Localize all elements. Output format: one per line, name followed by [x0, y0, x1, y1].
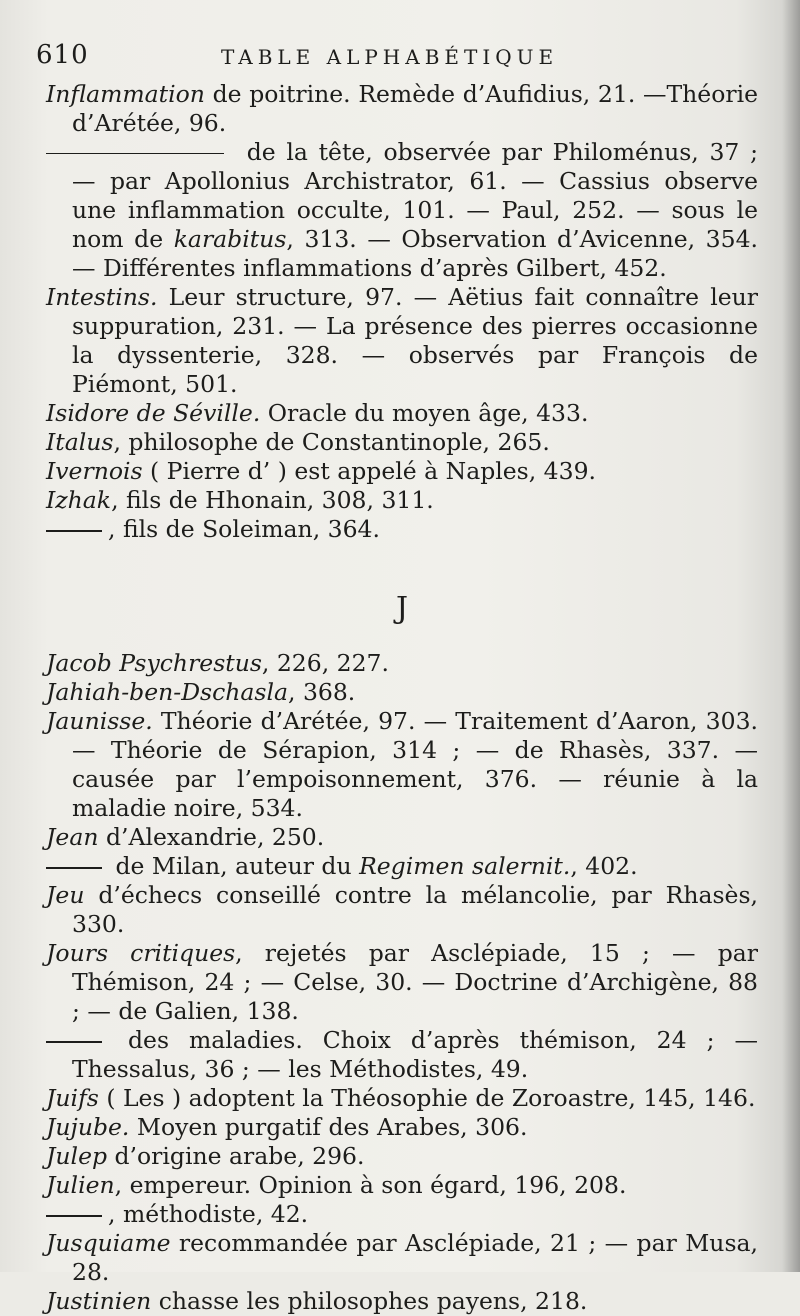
- entry-headword: Jaunisse.: [46, 707, 153, 735]
- entry-headword: Inflammation: [46, 80, 205, 108]
- index-entry: [46, 1142, 758, 1171]
- index-entry: [46, 428, 758, 457]
- running-title: TABLE ALPHABÉTIQUE: [221, 45, 559, 69]
- entry-headword: Julep: [46, 1142, 108, 1170]
- index-entry: [46, 1287, 758, 1316]
- entry-text: , fils de Hhonain, 308, 311.: [111, 486, 434, 514]
- entry-text: de la tête, observée par Philoménus, 37 ; — par Apollonius Archistrator, 61. — Cassius observe une inflammation occulte, 101. — Paul, 252. — sous le nom de: [72, 138, 758, 253]
- index-entry: [46, 678, 758, 707]
- index-entry: [46, 1229, 758, 1287]
- page-header: [36, 40, 756, 80]
- entry-italic: karabitus: [173, 225, 287, 253]
- entry-text: de poitrine. Remède d’Aufidius, 21. —Théorie d’Arétée, 96.: [72, 80, 758, 137]
- repeat-dash: [46, 867, 102, 869]
- repeat-dash: [46, 1041, 102, 1043]
- section-i: [46, 80, 758, 544]
- section-j: [46, 649, 758, 1316]
- entry-headword: Jacob Psychrestus: [46, 649, 262, 677]
- repeat-dash: [46, 153, 224, 154]
- entry-text: , méthodiste, 42.: [108, 1200, 309, 1228]
- index-entry: [46, 881, 758, 939]
- index-entry: [46, 1113, 758, 1142]
- letter-heading: J: [395, 591, 409, 626]
- index-entry: [46, 852, 758, 881]
- entry-headword: Intestins.: [46, 283, 158, 311]
- entry-text: de Milan, auteur du: [108, 852, 360, 880]
- index-entry: [46, 515, 758, 544]
- entry-text: , philosophe de Constantinople, 265.: [113, 428, 550, 456]
- index-entry: [46, 1171, 758, 1200]
- index-entry: [46, 1200, 758, 1229]
- index-entry: [46, 399, 758, 428]
- index-entry: [46, 649, 758, 678]
- entry-text-cont: , 402.: [570, 852, 638, 880]
- entry-text: , empereur. Opinion à son égard, 196, 208.: [114, 1171, 627, 1199]
- index-entry: [46, 283, 758, 399]
- entry-text: , fils de Soleiman, 364.: [108, 515, 380, 543]
- index-entry: [46, 939, 758, 1026]
- index-entry: [46, 823, 758, 852]
- entry-text: d’Alexandrie, 250.: [98, 823, 325, 851]
- entry-headword: Juifs: [46, 1084, 99, 1112]
- entry-text: ( Les ) adoptent la Théosophie de Zoroastre, 145, 146.: [98, 1084, 756, 1112]
- entry-headword: Jeu: [46, 881, 85, 909]
- repeat-dash: [46, 1215, 102, 1217]
- entry-text: d’origine arabe, 296.: [107, 1142, 365, 1170]
- entry-text: , rejetés par Asclépiade, 15 ; — par Thémison, 24 ; — Celse, 30. — Doctrine d’Archigène, 88 ; — de Galien, 138.: [72, 939, 758, 1025]
- entry-headword: Jours critiques: [46, 939, 236, 967]
- entry-text-cont: , 313. — Observation d’Avicenne, 354. — Différentes inflammations d’après Gilbert, 452.: [72, 225, 758, 282]
- entry-text: , 226, 227.: [261, 649, 389, 677]
- entry-headword: Ivernois: [46, 457, 143, 485]
- entry-text: Oracle du moyen âge, 433.: [260, 399, 589, 427]
- page-gutter-shadow: [782, 0, 800, 1272]
- entry-text: chasse les philosophes payens, 218.: [151, 1287, 588, 1315]
- index-entry: [46, 138, 758, 283]
- index-entry: [46, 707, 758, 823]
- page-number: 610: [36, 40, 89, 70]
- entry-headword: Isidore de Séville.: [46, 399, 261, 427]
- entry-headword: Jusquiame: [46, 1229, 171, 1257]
- index-entry: [46, 1084, 758, 1113]
- entry-text: ( Pierre d’ ) est appelé à Naples, 439.: [142, 457, 596, 485]
- entry-text: recommandée par Asclépiade, 21 ; — par Musa, 28.: [72, 1229, 758, 1286]
- entry-headword: Izhak: [46, 486, 112, 514]
- entry-headword: Justinien: [46, 1287, 152, 1315]
- entry-text: Moyen purgatif des Arabes, 306.: [129, 1113, 528, 1141]
- repeat-dash: [46, 530, 102, 532]
- entry-headword: Jujube.: [46, 1113, 130, 1141]
- entry-text: d’échecs conseillé contre la mélancolie, par Rhasès, 330.: [72, 881, 758, 938]
- index-entries: [46, 80, 758, 1316]
- entry-text: , 368.: [288, 678, 356, 706]
- entry-italic: Regimen salernit.: [359, 852, 571, 880]
- index-entry: [46, 1026, 758, 1084]
- entry-text: Leur structure, 97. — Aëtius fait connaître leur suppuration, 231. — La présence des pierres occasionne la dyssenterie, 328. — observés par François de Piémont, 501.: [72, 283, 758, 398]
- index-entry: [46, 486, 758, 515]
- entry-text: Théorie d’Arétée, 97. — Traitement d’Aaron, 303. — Théorie de Sérapion, 314 ; — de Rhasès, 337. — causée par l’empoisonnement, 376. — réunie à la maladie noire, 534.: [72, 707, 758, 822]
- entry-headword: Jean: [46, 823, 99, 851]
- entry-headword: Julien: [46, 1171, 115, 1199]
- entry-headword: Jahiah-ben-Dschasla: [46, 678, 288, 706]
- index-entry: [46, 80, 758, 138]
- entry-text: des maladies. Choix d’après thémison, 24 ; — Thessalus, 36 ; — les Méthodistes, 49.: [72, 1026, 758, 1083]
- entry-headword: Italus: [46, 428, 114, 456]
- index-entry: [46, 457, 758, 486]
